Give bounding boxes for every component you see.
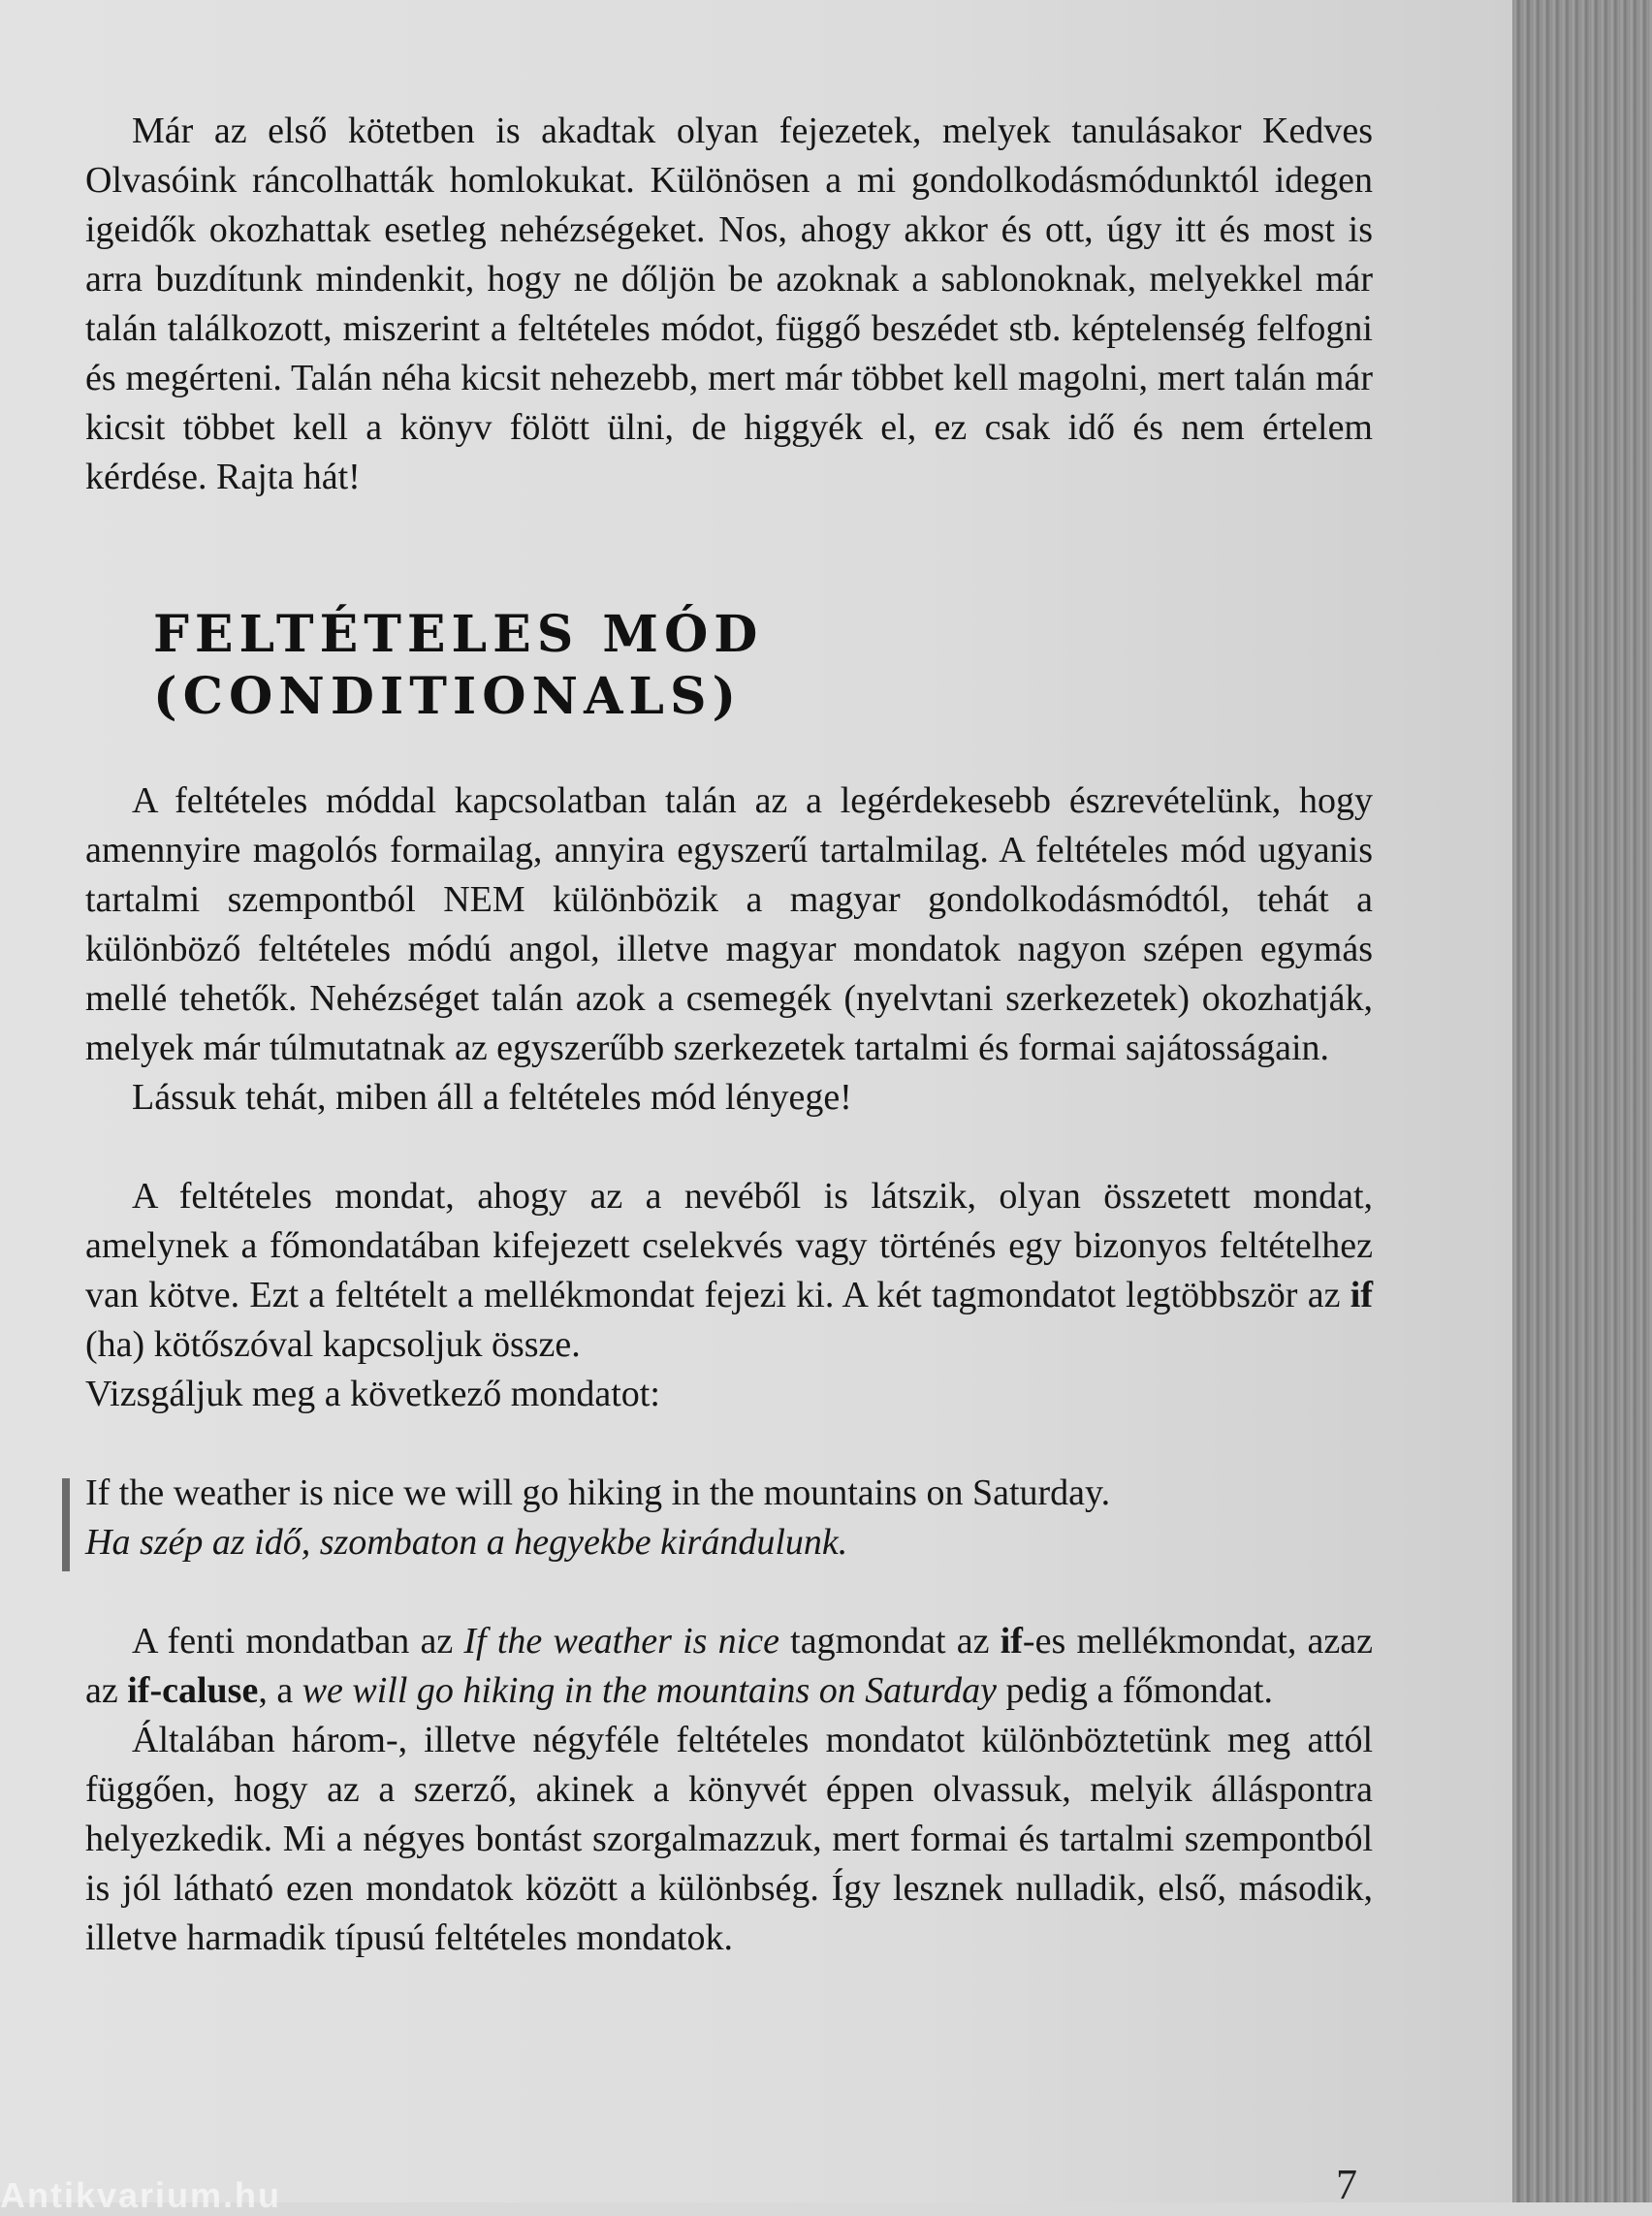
chapter-heading: FELTÉTELES MÓD (CONDITIONALS) (153, 605, 764, 726)
expl-t5: pedig a főmondat. (997, 1670, 1273, 1711)
example-english: If the weather is nice we will go hiking in the mountains on Saturday. (85, 1472, 1111, 1513)
example-margin-bar (62, 1478, 70, 1571)
paragraph-gap (85, 1123, 1373, 1172)
expl-b2: if-caluse (127, 1670, 259, 1711)
section-paragraph-2: Lássuk tehát, miben áll a feltételes mód lényege! (132, 1077, 852, 1118)
expl-t4: , a (258, 1670, 302, 1711)
closing-paragraph: Általában három-, illetve négyféle feltételes mondatot különböztetünk meg attól függően, hogy az a szerző, akinek a könyvét éppen olvassuk, melyik álláspontra helyezkedik. Mi a négyes bontást szorgalmazzuk, mert formai és tartalmi szempontból is jól látható ezen mondatok között a különbség. Így lesznek nulladik, első, második, illetve harmadik típusú feltételes mondatok. (85, 1720, 1373, 1958)
p3-text-b: (ha) kötőszóval kapcsoljuk össze. (85, 1324, 581, 1365)
expl-t2: tagmondat az (778, 1621, 1001, 1662)
expl-i2: we will go hiking in the mountains on Saturday (302, 1670, 998, 1711)
expl-i1: If the weather is nice (463, 1621, 779, 1662)
watermark: Antikvarium.hu (0, 2175, 282, 2215)
section-paragraph-3 (85, 1172, 1373, 1370)
explanation-paragraph (85, 1617, 1373, 1716)
page-content (85, 107, 1373, 1963)
example-block (85, 1469, 1373, 1567)
section-paragraph-4: Vizsgáljuk meg a következő mondatot: (85, 1374, 660, 1414)
book-page-edge (1512, 0, 1652, 2202)
expl-b1: if (1000, 1621, 1023, 1662)
expl-t3: -es mellékmondat, azaz az (85, 1621, 1373, 1711)
paragraph-gap (85, 1419, 1373, 1469)
intro-paragraph: Már az első kötetben is akadtak olyan fejezetek, melyek tanulásakor Kedves Olvasóink ráncolhatták homlokukat. Különösen a mi gondolkodásmódunktól idegen igeidők okozhattak esetleg nehézségeket. Nos, ahogy akkor és ott, úgy itt és most is arra buzdítunk mindenkit, hogy ne dőljön be azoknak a sablonoknak, melyekkel már talán találkozott, miszerint a feltételes módot, függő beszédet stb. képtelenség felfogni és megérteni. Talán néha kicsit nehezebb, mert már többet kell magolni, mert talán már kicsit többet kell a könyv fölött ülni, de higgyék el, ez csak idő és nem értelem kérdése. Rajta hát! (85, 111, 1373, 497)
page-number: 7 (1336, 2161, 1357, 2208)
paragraph-gap (85, 1567, 1373, 1617)
p3-text-a: A feltételes mondat, ahogy az a nevéből is látszik, olyan összetett mondat, amelynek a főmondatában kifejezett cselekvés vagy történés egy bizonyos feltételhez van kötve. Ezt a feltételt a mellékmondat fejezi ki. A két tagmondatot legtöbbször az (85, 1176, 1373, 1315)
section-paragraph-1: A feltételes móddal kapcsolatban talán az a legérdekesebb észrevételünk, hogy amennyire magolós formailag, annyira egyszerű tartalmilag. A feltételes mód ugyanis tartalmi szempontból NEM különbözik a magyar gondolkodásmódtól, tehát a különböző feltételes módú angol, illetve magyar mondatok nagyon szépen egymás mellé tehetők. Nehézséget talán azok a csemegék (nyelvtani szerkezetek) okozhatják, melyek már túlmutatnak az egyszerűbb szerkezetek tartalmi és formai sajátosságain. (85, 780, 1373, 1068)
example-hungarian: Ha szép az idő, szombaton a hegyekbe kirándulunk. (85, 1522, 848, 1563)
expl-t1: A fenti mondatban az (132, 1621, 464, 1662)
p3-if-keyword: if (1350, 1275, 1373, 1315)
